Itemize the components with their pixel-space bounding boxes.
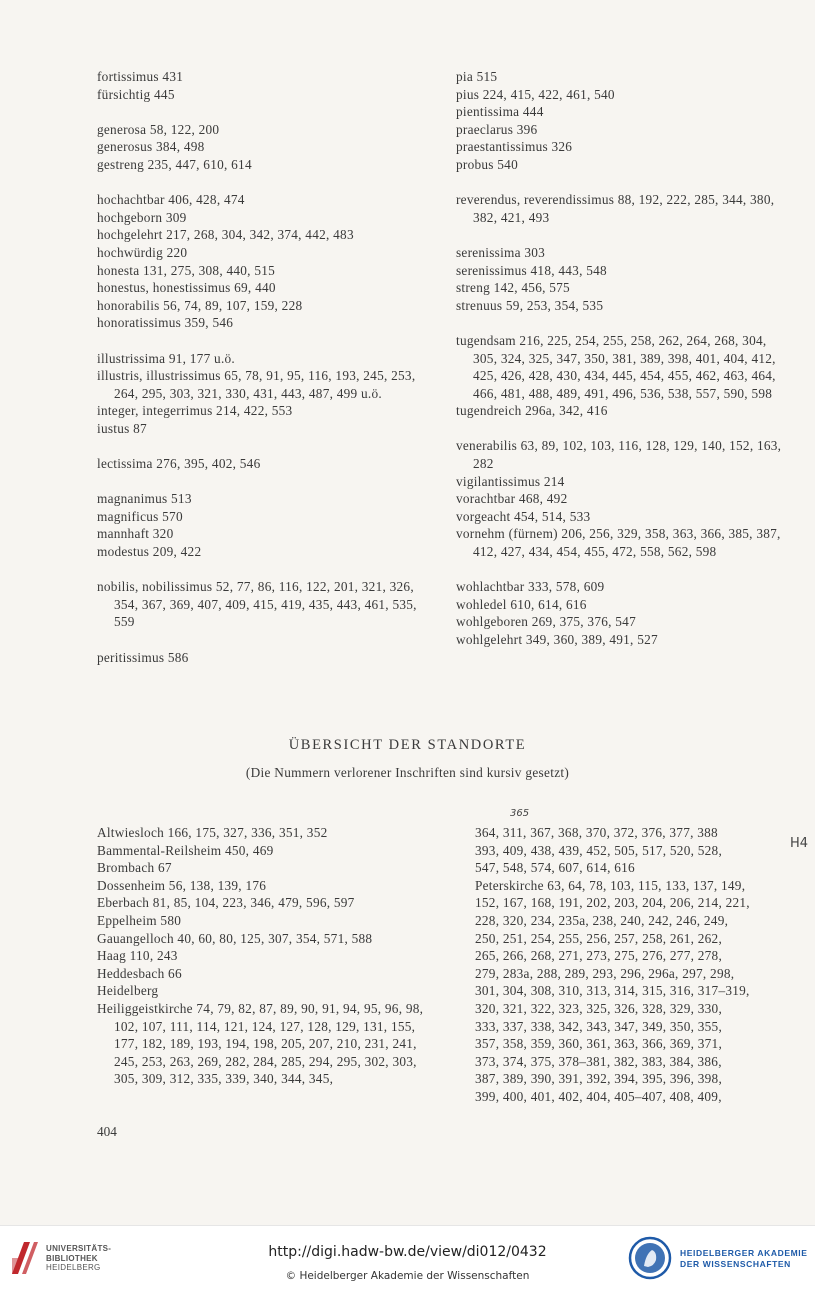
margin-note: H4 [790, 836, 809, 851]
index-entry: 547, 548, 574, 607, 614, 616 [475, 860, 635, 876]
index-entry: serenissimus 418, 443, 548 [456, 262, 607, 278]
index-entry: 152, 167, 168, 191, 202, 203, 204, 206, 214, 221, [475, 895, 750, 911]
entry-spacer [456, 420, 786, 438]
index-entry: integer, integerrimus 214, 422, 553 [97, 403, 293, 419]
index-entry: modestus 209, 422 [97, 544, 202, 560]
index-entry: illustris, illustrissimus 65, 78, 91, 95, 116, 193, 245, 253, 264, 295, 303, 321, 330, 431, 443, 487, 499 u.ö. [97, 368, 416, 401]
index-entry: Heddesbach 66 [97, 965, 182, 981]
index-entry: tugendsam 216, 225, 254, 255, 258, 262, 264, 268, 304, 305, 324, 325, 347, 350, 381, 389, 398, 401, 404, 412, 425, 426, 428, 430, 434, 445, 454, 455, 462, 463, 464, 466, 481, 488, 489, 491, 496, 536, 538, 557, 590, 598 [456, 332, 776, 401]
index-entry: pientissima 444 [456, 104, 544, 120]
index-entry: honestus, honestissimus 69, 440 [97, 280, 276, 296]
index-entry: Eberbach 81, 85, 104, 223, 346, 479, 596, 597 [97, 895, 355, 911]
index-entry: gestreng 235, 447, 610, 614 [97, 156, 252, 172]
index-entry: honorabilis 56, 74, 89, 107, 159, 228 [97, 297, 303, 313]
index-entry: iustus 87 [97, 420, 147, 436]
index-entry: 265, 266, 268, 271, 273, 275, 276, 277, 278, [475, 948, 723, 964]
index-entry: 301, 304, 308, 310, 313, 314, 315, 316, 317–319, [475, 983, 750, 999]
index-entry: praestantissimus 326 [456, 139, 573, 155]
index-entry: vigilantissimus 214 [456, 473, 565, 489]
index-entry: vornehm (fürnem) 206, 256, 329, 358, 363, 366, 385, 387, 412, 427, 434, 454, 455, 472, 558, 562, 598 [456, 526, 781, 560]
locations-column-right [475, 824, 790, 1106]
index-entry: Dossenheim 56, 138, 139, 176 [97, 877, 267, 893]
index-entry: mannhaft 320 [97, 526, 174, 542]
index-entry: 364, 311, 367, 368, 370, 372, 376, 377, 388 [475, 825, 718, 840]
index-entry: reverendus, reverendissimus 88, 192, 222, 285, 344, 380, 382, 421, 493 [456, 192, 775, 225]
index-column-left [97, 68, 427, 666]
index-entry: illustrissima 91, 177 u.ö. [97, 350, 235, 366]
index-entry: wohledel 610, 614, 616 [456, 596, 587, 612]
index-subentry: Heiliggeistkirche 74, 79, 82, 87, 89, 90, 91, 94, 95, 96, 98, 102, 107, 111, 114, 121, 124, 127, 128, 129, 131, 155, 177, 182, 189, 193, 194, 198, 205, 207, 210, 231, 241, 245, 253, 263, 269, 282, 284, 285, 294, 295, 302, 303, 305, 309, 312, 335, 339, 340, 344, 345, [97, 1000, 424, 1087]
index-entry: magnanimus 513 [97, 491, 192, 507]
index-entry: wohlgeboren 269, 375, 376, 547 [456, 614, 636, 630]
index-entry: 357, 358, 359, 360, 361, 363, 366, 369, 371, [475, 1036, 723, 1052]
index-entry: hochgeborn 309 [97, 209, 187, 225]
index-entry: Peterskirche 63, 64, 78, 103, 115, 133, 137, 149, [475, 877, 746, 893]
index-entry: magnificus 570 [97, 508, 183, 524]
index-entry: 279, 283a, 288, 289, 293, 296, 296a, 297, 298, [475, 965, 735, 981]
index-entry: honoratissimus 359, 546 [97, 315, 234, 331]
academy-name-line1: HEIDELBERGER AKADEMIE [680, 1248, 808, 1258]
index-entry: generosa 58, 122, 200 [97, 121, 220, 137]
entry-spacer [456, 174, 786, 192]
library-name-line1: UNIVERSITÄTS- [46, 1244, 112, 1253]
entry-spacer [97, 631, 427, 649]
index-entry: peritissimus 586 [97, 649, 189, 665]
handwritten-correction: 365 [510, 808, 530, 819]
index-entry: Altwiesloch 166, 175, 327, 336, 351, 352 [97, 825, 328, 840]
index-entry: generosus 384, 498 [97, 139, 205, 155]
index-entry: Heidelberg [97, 983, 159, 999]
index-entry: 228, 320, 234, 235a, 238, 240, 242, 246, 249, [475, 912, 729, 928]
entry-spacer [97, 437, 427, 455]
index-entry: venerabilis 63, 89, 102, 103, 116, 128, 129, 140, 152, 163, 282 [456, 438, 782, 472]
copyright-text: © Heidelberger Akademie der Wissenschaften [285, 1270, 530, 1282]
index-entry: nobilis, nobilissimus 52, 77, 86, 116, 122, 201, 321, 326, 354, 367, 369, 407, 409, 415, 419, 435, 443, 461, 535, 559 [97, 579, 417, 630]
entry-spacer [97, 174, 427, 192]
entry-spacer [97, 332, 427, 350]
entry-spacer [456, 226, 786, 244]
index-entry: 399, 400, 401, 402, 404, 405–407, 408, 409, [475, 1088, 722, 1104]
index-entry: tugendreich 296a, 342, 416 [456, 403, 608, 419]
index-entry: 333, 337, 338, 342, 343, 347, 349, 350, 355, [475, 1018, 723, 1034]
document-url-link[interactable]: http://digi.hadw-bw.de/view/di012/0432 [268, 1244, 547, 1260]
page-number: 404 [97, 1124, 117, 1139]
index-entry: strenuus 59, 253, 354, 535 [456, 297, 604, 313]
index-entry: fürsichtig 445 [97, 86, 175, 102]
index-entry: Haag 110, 243 [97, 948, 178, 964]
entry-spacer [97, 561, 427, 579]
index-entry: pius 224, 415, 422, 461, 540 [456, 86, 615, 102]
index-entry: praeclarus 396 [456, 121, 538, 137]
index-entry: 393, 409, 438, 439, 452, 505, 517, 520, 528, [475, 842, 723, 858]
index-entry: probus 540 [456, 156, 518, 172]
entry-spacer [456, 314, 786, 332]
index-entry: 373, 374, 375, 378–381, 382, 383, 384, 386, [475, 1053, 722, 1069]
index-entry: 387, 389, 390, 391, 392, 394, 395, 396, 398, [475, 1071, 723, 1087]
index-entry: hochachtbar 406, 428, 474 [97, 192, 245, 208]
index-column-right [456, 68, 786, 649]
index-entry: streng 142, 456, 575 [456, 280, 570, 296]
index-entry: Bammental-Reilsheim 450, 469 [97, 842, 274, 858]
index-entry: serenissima 303 [456, 244, 546, 260]
index-entry: 250, 251, 254, 255, 256, 257, 258, 261, 262, [475, 930, 723, 946]
index-entry: lectissima 276, 395, 402, 546 [97, 456, 261, 472]
index-entry: vorgeacht 454, 514, 533 [456, 508, 591, 524]
section-title: ÜBERSICHT DER STANDORTE [288, 737, 527, 753]
index-entry: Brombach 67 [97, 860, 172, 876]
index-entry: wohlgelehrt 349, 360, 389, 491, 527 [456, 632, 658, 647]
footer-bar [0, 1225, 815, 1290]
library-name-line2: BIBLIOTHEK [46, 1253, 98, 1263]
entry-spacer [97, 473, 427, 491]
academy-seal-icon[interactable] [628, 1236, 672, 1280]
index-entry: fortissimus 431 [97, 69, 184, 84]
index-entry: Gauangelloch 40, 60, 80, 125, 307, 354, 571, 588 [97, 930, 373, 946]
library-name-line3: HEIDELBERG [46, 1263, 101, 1272]
academy-name-line2: DER WISSENSCHAFTEN [680, 1259, 791, 1269]
index-entry: Eppelheim 580 [97, 912, 182, 928]
locations-column-left [97, 824, 427, 1088]
index-entry: pia 515 [456, 69, 498, 84]
index-entry: wohlachtbar 333, 578, 609 [456, 579, 605, 595]
section-subtitle: (Die Nummern verlorener Inschriften sind kursiv gesetzt) [245, 765, 570, 780]
index-entry: hochwürdig 220 [97, 244, 188, 260]
index-entry: 320, 321, 322, 323, 325, 326, 328, 329, 330, [475, 1000, 723, 1016]
index-entry: hochgelehrt 217, 268, 304, 342, 374, 442, 483 [97, 227, 354, 243]
index-entry: vorachtbar 468, 492 [456, 491, 568, 507]
entry-spacer [97, 103, 427, 121]
entry-spacer [456, 561, 786, 579]
index-entry: honesta 131, 275, 308, 440, 515 [97, 262, 276, 278]
academy-name [680, 1248, 808, 1270]
